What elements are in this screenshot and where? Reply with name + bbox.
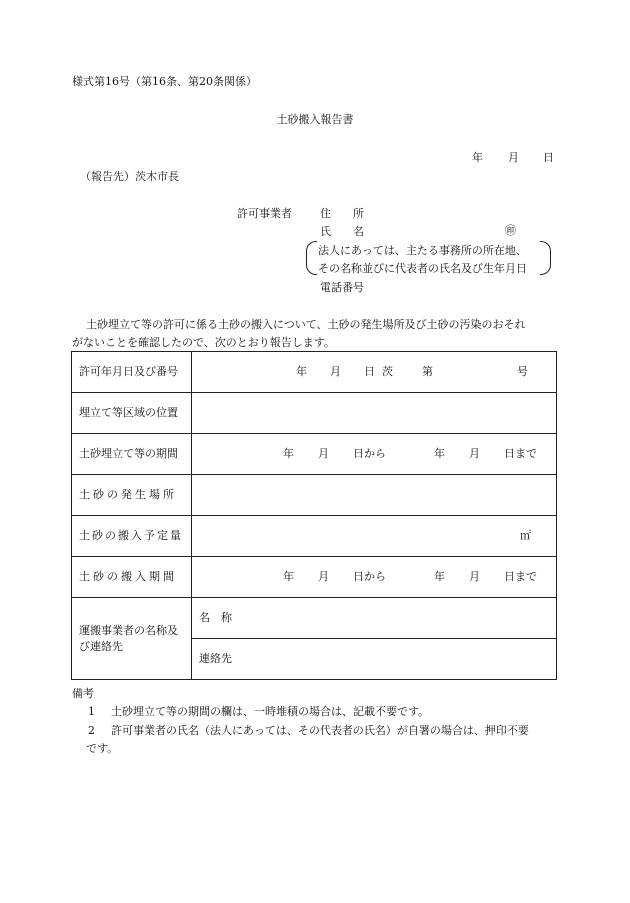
carrier-contact-label: 連絡先 (199, 652, 232, 665)
period-year2-label: 年 (434, 447, 445, 460)
seal-mark: ㊞ (505, 224, 516, 237)
carrier-label-line1: 運搬事業者の名称及 (79, 623, 178, 637)
carrier-contact-field[interactable] (192, 639, 557, 680)
period-until-label: 日まで (504, 447, 537, 460)
remarks-heading: 備考 (72, 687, 94, 700)
applicant-phone-label: 電話番号 (320, 281, 364, 294)
carrier-name-field[interactable] (192, 598, 557, 639)
period-month2-label: 月 (469, 447, 480, 460)
permit-month-label: 月 (330, 365, 341, 378)
note-bracket-right (540, 241, 551, 275)
intro-line1: 土砂埋立て等の許可に係る土砂の搬入について、土砂の発生場所及び土砂の汚染のおそれ (86, 318, 526, 331)
permit-day-label: 日 (364, 365, 375, 378)
table-row-import (72, 557, 557, 598)
permit-go-label: 号 (517, 365, 528, 378)
period-field[interactable] (192, 434, 557, 475)
location-label: 埋立て等区域の位置 (72, 393, 192, 434)
import-until-label: 日まで (504, 570, 537, 583)
remark-1-text: 土砂埋立て等の期間の欄は、一時堆積の場合は、記載不要です。 (111, 705, 430, 718)
period-label: 土砂埋立て等の期間 (72, 434, 192, 475)
remark-1-number: 1 (88, 705, 95, 718)
table-row-source (72, 475, 557, 516)
applicant-note-line1: 法人にあっては、主たる事務所の所在地、 (318, 244, 527, 257)
import-field[interactable] (192, 557, 557, 598)
document-title: 土砂搬入報告書 (276, 113, 354, 126)
permit-dai-label: 第 (422, 365, 433, 378)
note-bracket-left (306, 241, 317, 275)
period-from-label: 日から (353, 447, 386, 460)
form-number: 様式第16号（第16条、第20条関係） (72, 75, 257, 88)
remark-2-text-line1: 許可事業者の氏名（法人にあっては、その代表者の氏名）が自署の場合は、押印不要 (111, 724, 529, 737)
applicant-address-label: 住 所 (320, 207, 364, 220)
volume-field[interactable] (192, 516, 557, 557)
remark-2-text-line2: です。 (86, 742, 119, 755)
period-year-label: 年 (283, 447, 294, 460)
intro-line2: がないことを確認したので、次のとおり報告します。 (72, 336, 335, 349)
addressee: （報告先）茨木市長 (80, 170, 179, 183)
location-field[interactable] (192, 393, 557, 434)
import-label: 土砂の搬入期間 (72, 557, 192, 598)
permit-year-label: 年 (296, 365, 307, 378)
report-table (71, 351, 557, 680)
table-row-permit (72, 352, 557, 393)
source-field[interactable] (192, 475, 557, 516)
table-row-volume (72, 516, 557, 557)
carrier-label (72, 598, 192, 680)
table-row-carrier-name (72, 598, 557, 639)
remark-2-number: 2 (88, 724, 95, 737)
applicant-note-line2: その名称並びに代表者の氏名及び生年月日 (318, 262, 527, 275)
permit-city-label: 茨 (382, 365, 393, 378)
carrier-label-line2: び連絡先 (79, 639, 123, 653)
import-month-label: 月 (318, 570, 329, 583)
carrier-name-label: 名 称 (199, 611, 232, 624)
volume-label: 土砂の搬入予定量 (72, 516, 192, 557)
import-year2-label: 年 (434, 570, 445, 583)
source-label: 土砂の発生場所 (72, 475, 192, 516)
table-row-location (72, 393, 557, 434)
permit-field[interactable] (192, 352, 557, 393)
import-year-label: 年 (283, 570, 294, 583)
applicant-label: 許可事業者 (237, 207, 292, 220)
permit-label: 許可年月日及び番号 (72, 352, 192, 393)
date-month-label: 月 (508, 151, 519, 164)
import-month2-label: 月 (469, 570, 480, 583)
volume-unit-label: ㎡ (520, 529, 531, 542)
table-row-period (72, 434, 557, 475)
period-month-label: 月 (318, 447, 329, 460)
date-day-label: 日 (543, 151, 554, 164)
date-year-label: 年 (472, 151, 483, 164)
applicant-name-label: 氏 名 (320, 225, 364, 238)
import-from-label: 日から (353, 570, 386, 583)
